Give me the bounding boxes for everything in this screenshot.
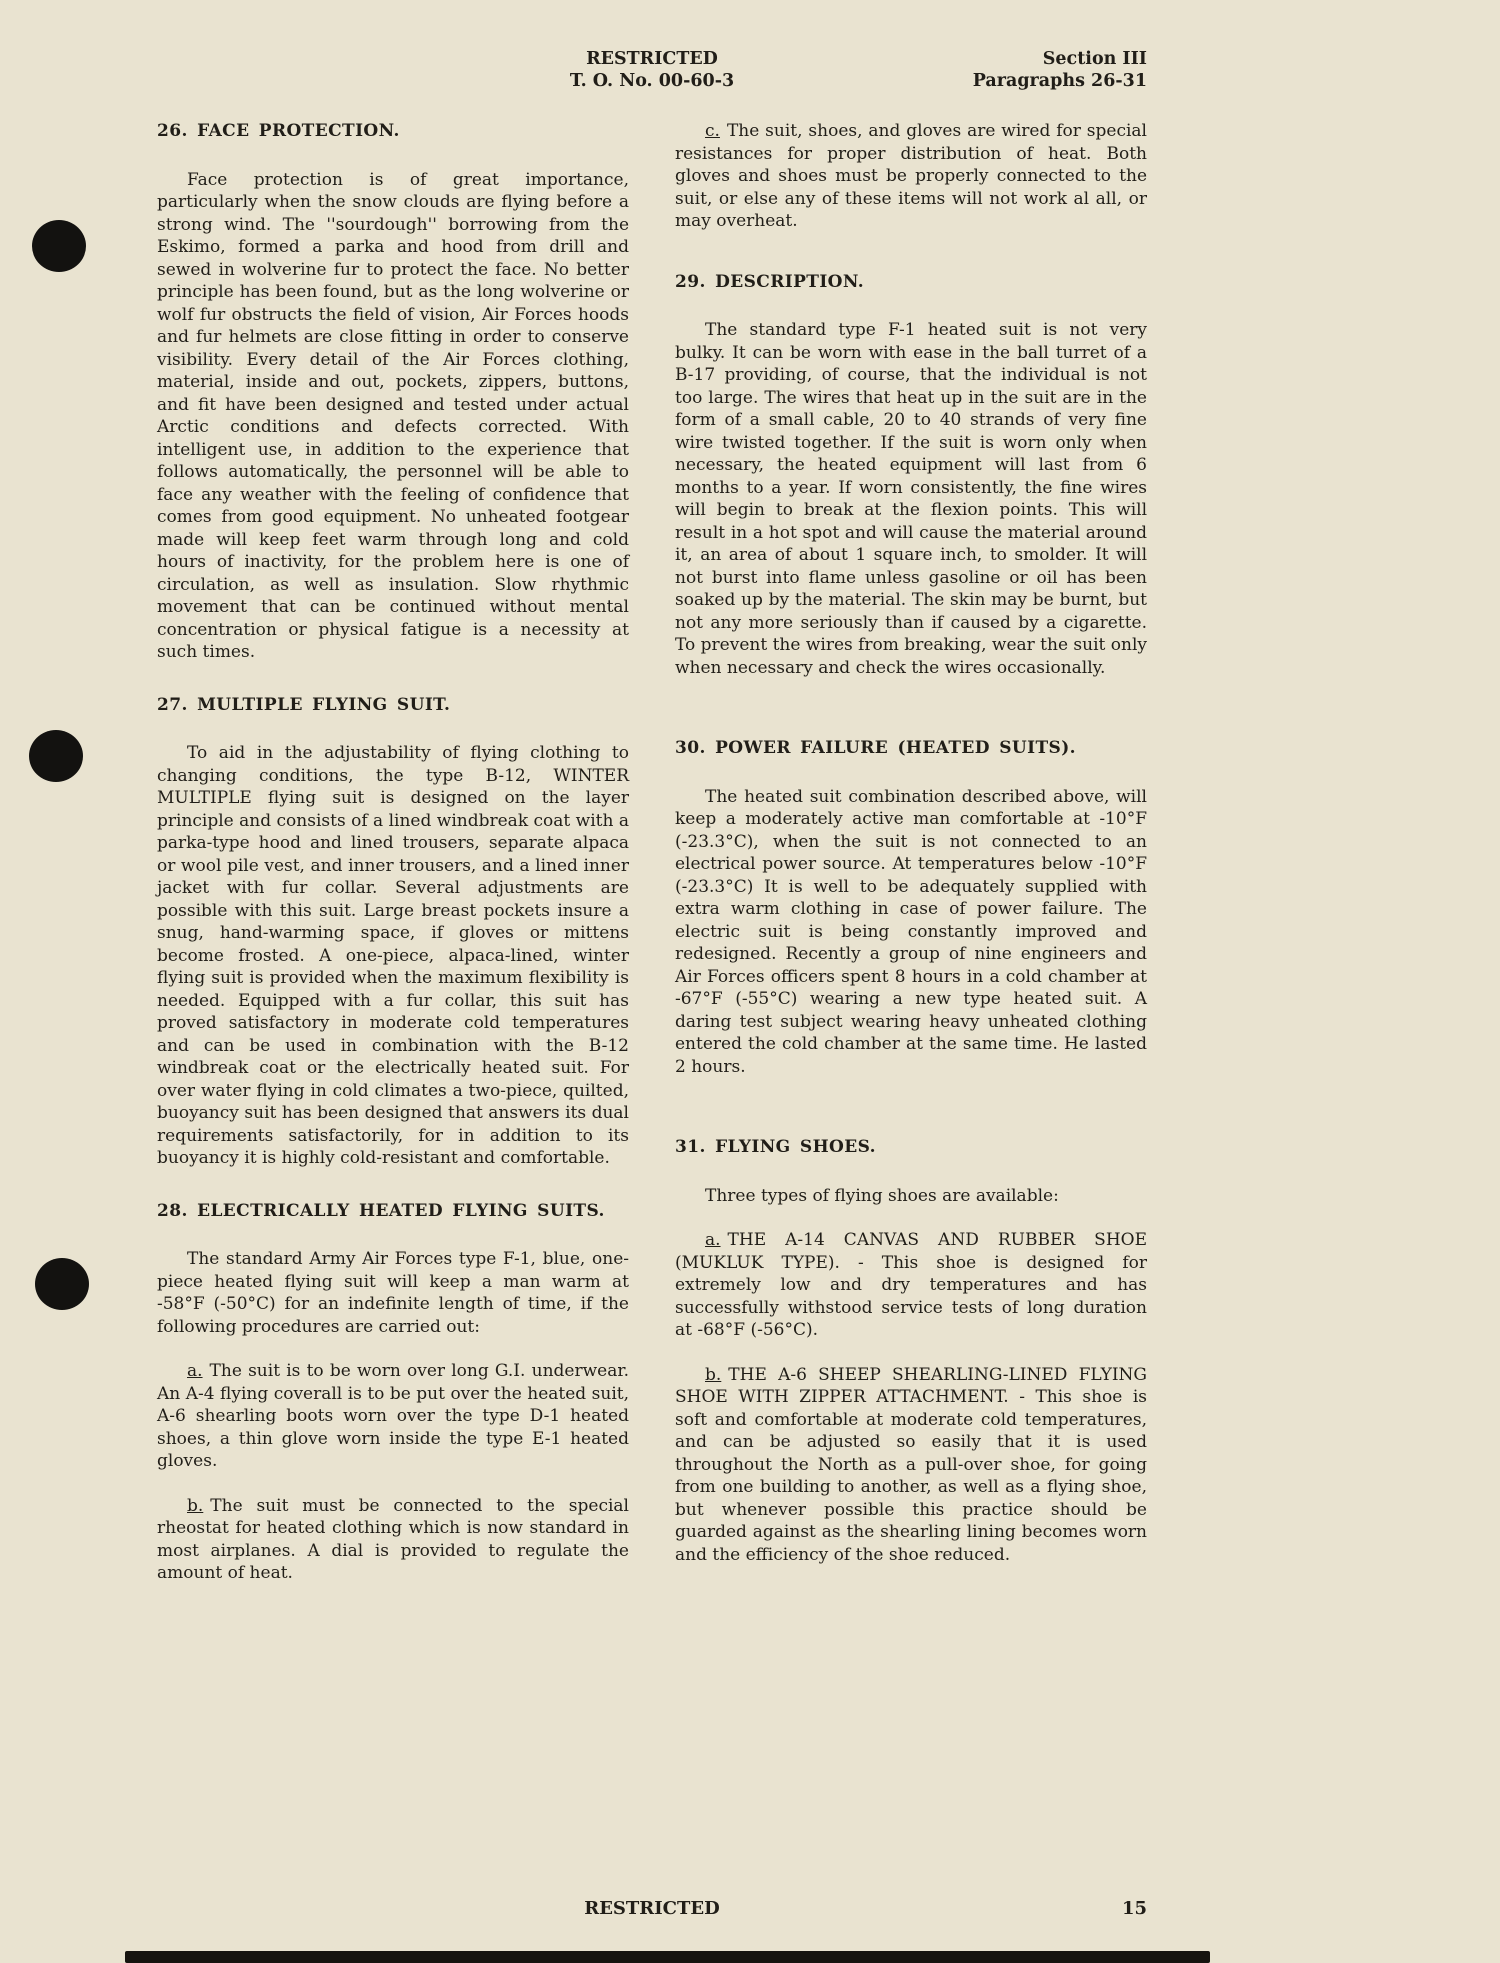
item-c-letter: c. [705, 121, 720, 141]
section-label: Section III [1042, 49, 1147, 69]
section-28-item-a [157, 1360, 629, 1473]
section-28-continued [675, 120, 1147, 233]
section-29 [675, 271, 1147, 680]
section-31-heading: 31. FLYING SHOES. [675, 1137, 876, 1157]
section-28-heading: 28. ELECTRICALLY HEATED FLYING SUITS. [157, 1200, 605, 1221]
section-28 [157, 1200, 629, 1585]
section-28-intro-paragraph: The standard Army Air Forces type F-1, blue, one-piece heated flying suit will keep a man warm at -58°F (-50°C) for an indefinite length of time, if the following procedures are carried out: [157, 1249, 629, 1337]
header-right-block [973, 48, 1147, 92]
left-column [157, 120, 629, 1607]
section-29-paragraph: The standard type F-1 heated suit is not very bulky. It can be worn with ease in the ball turret of a B-17 providing, of course, that the individual is not too large. The wires that heat up in the suit are in the form of a small cable, 20 to 40 strands of very fine wire twisted together. If the suit is worn only when necessary, the heated equipment will last from 6 months to a year. If worn consistently, the fine wires will begin to break at the flexion points. This will result in a hot spot and will cause the material around it, an area of about 1 square inch, to smolder. It will not burst into flame unless gasoline or oil has been soaked up by the material. The skin may be burnt, but not any more seriously than if caused by a cigarette. To prevent the wires from breaking, wear the suit only when necessary and check the wires occasionally. [675, 320, 1147, 678]
section-30 [675, 737, 1147, 1078]
item-b-text: THE A-6 SHEEP SHEARLING-LINED FLYING SHOE WITH ZIPPER ATTACHMENT. - This shoe is soft and comfortable at moderate cold temperatures, and can be adjusted so easily that it is used throughout the North as a pull-over shoe, for going from one building to another, as well as a flying shoe, but whenever possible this practice should be guarded against as the shearling lining becomes worn and the efficiency of the shoe reduced. [675, 1364, 1147, 1565]
section-31-item-b [675, 1364, 1147, 1567]
section-27 [157, 694, 629, 1170]
item-c-text: The suit, shoes, and gloves are wired for special resistances for proper distribution of heat. Both gloves and shoes must be properly connected to the suit, or else any of these items will not work al all, or may overheat. [675, 121, 1147, 231]
section-26 [157, 120, 629, 664]
item-a-letter: a. [705, 1230, 721, 1250]
item-b-text: The suit must be connected to the special rheostat for heated clothing which is now standard in most airplanes. A dial is provided to regulate the amount of heat. [157, 1495, 629, 1583]
item-b-letter: b. [187, 1495, 204, 1516]
section-30-heading: 30. POWER FAILURE (HEATED SUITS). [675, 738, 1076, 758]
page-content [157, 48, 1147, 1607]
page-number: 15 [1121, 1898, 1147, 1919]
section-31-item-a [675, 1229, 1147, 1342]
section-27-heading: 27. MULTIPLE FLYING SUIT. [157, 694, 451, 715]
item-a-text: The suit is to be worn over long G.I. underwear. An A-4 flying coverall is to be put over the heated suit, A-6 shearling boots worn over the type D-1 heated shoes, a thin glove worn inside the type E-1 heated gloves. [157, 1361, 629, 1471]
section-31 [675, 1136, 1147, 1566]
restricted-stamp-top: RESTRICTED [586, 49, 718, 69]
technical-order-number: T. O. No. 00-60-3 [569, 71, 735, 91]
section-29-heading: 29. DESCRIPTION. [675, 271, 865, 292]
page-header [157, 48, 1147, 98]
punch-hole [35, 1258, 89, 1310]
right-column [675, 120, 1147, 1607]
two-column-body [157, 120, 1147, 1607]
section-30-paragraph: The heated suit combination described above, will keep a moderately active man comfortable at -10°F (-23.3°C), when the suit is not connected to an electrical power source. At temperatures below -10°F (-23.3°C) It is well to be adequately supplied with extra warm clothing in case of power failure. The electric suit is being constantly improved and redesigned. Recently a group of nine engineers and Air Forces officers spent 8 hours in a cold chamber at -67°F (-55°C) wearing a new type heated suit. A daring test subject wearing heavy unheated clothing entered the cold chamber at the same time. He lasted 2 hours. [675, 786, 1147, 1077]
paragraphs-range: Paragraphs 26-31 [972, 71, 1147, 91]
item-a-letter: a. [187, 1361, 203, 1381]
section-28-item-b [157, 1495, 629, 1585]
section-26-heading: 26. FACE PROTECTION. [157, 121, 400, 141]
section-28-item-c [675, 120, 1147, 233]
punch-hole [32, 220, 86, 272]
item-b-letter: b. [705, 1364, 722, 1385]
item-a-text: THE A-14 CANVAS AND RUBBER SHOE (MUKLUK TYPE). - This shoe is designed for extremely low and dry temperatures and has successfully withstood service tests of long duration at -68°F (-56°C). [675, 1230, 1147, 1340]
scan-edge-artifact [125, 1951, 1210, 1963]
section-31-intro-paragraph: Three types of flying shoes are available: [705, 1185, 1059, 1206]
section-26-paragraph: Face protection is of great importance, particularly when the snow clouds are flying before a strong wind. The ''sourdough'' borrowing from the Eskimo, formed a parka and hood from drill and sewed in wolverine fur to protect the face. No better principle has been found, but as the long wolverine or wolf fur obstructs the field of vision, Air Forces hoods and fur helmets are close fitting in order to conserve visibility. Every detail of the Air Forces clothing, material, inside and out, pockets, zippers, buttons, and fit have been designed and tested under actual Arctic conditions and defects corrected. With intelligent use, in addition to the experience that follows automatically, the personnel will be able to face any weather with the feeling of confidence that comes from good equipment. No unheated footgear made will keep feet warm through long and cold hours of inactivity, for the problem here is one of circulation, as well as insulation. Slow rhythmic movement that can be continued without mental concentration or physical fatigue is a necessity at such times. [157, 169, 629, 662]
section-27-paragraph: To aid in the adjustability of flying clothing to changing conditions, the type B-12, WINTER MULTIPLE flying suit is designed on the layer principle and consists of a lined windbreak coat with a parka-type hood and lined trousers, separate alpaca or wool pile vest, and inner trousers, and a lined inner jacket with fur collar. Several adjustments are possible with this suit. Large breast pockets insure a snug, hand-warming space, if gloves or mittens become frosted. A one-piece, alpaca-lined, winter flying suit is provided when the maximum flexibility is needed. Equipped with a fur collar, this suit has proved satisfactory in moderate cold temperatures and can be used in combination with the B-12 windbreak coat or the electrically heated suit. For over water flying in cold climates a two-piece, quilted, buoyancy suit has been designed that answers its dual requirements satisfactorily, for in addition to its buoyancy it is highly cold-resistant and comfortable. [157, 743, 629, 1168]
punch-hole [29, 730, 83, 782]
restricted-stamp-bottom: RESTRICTED [584, 1898, 720, 1919]
